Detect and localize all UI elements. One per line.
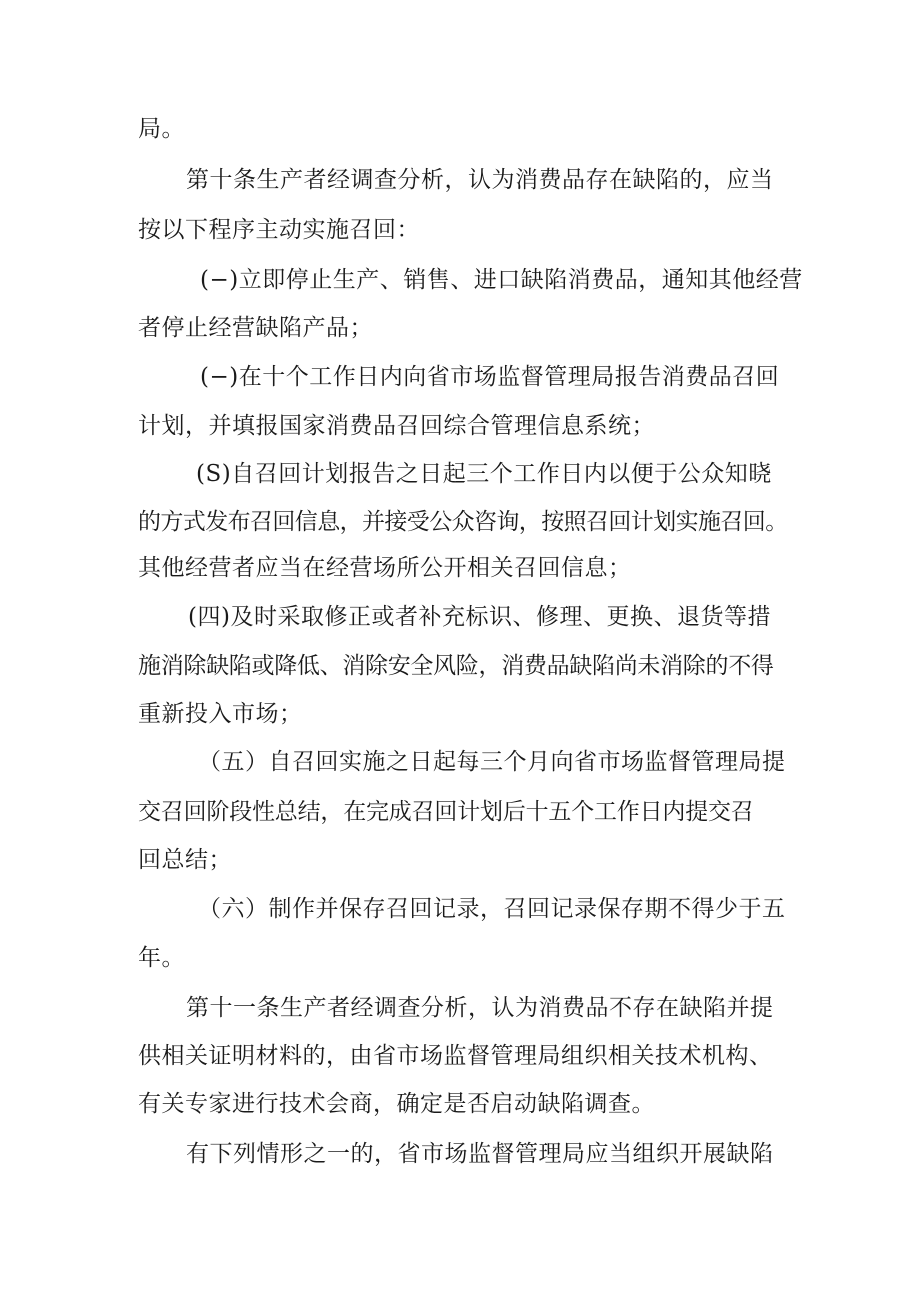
- text-line: 重新投入市场；: [138, 701, 303, 727]
- text-line: 回总结；: [138, 847, 232, 873]
- text-line: 供相关证明材料的，由省市场监督管理局组织相关技术机构、: [138, 1043, 773, 1069]
- text-line: （六）制作并保存召回记录，召回记录保存期不得少于五: [198, 896, 786, 922]
- text-line: 其他经营者应当在经营场所公开相关召回信息；: [138, 555, 632, 581]
- text-line: 施消除缺陷或降低、消除安全风险，消费品缺陷尚未消除的不得: [138, 653, 774, 679]
- text-line: （五）自召回实施之日起每三个月向省市场监督管理局提: [198, 749, 786, 775]
- text-line: 第十条生产者经调查分析，认为消费品存在缺陷的，应当: [186, 167, 774, 193]
- text-line: (四)及时采取修正或者补充标识、修理、更换、退货等措: [188, 604, 771, 630]
- text-line: 交召回阶段性总结，在完成召回计划后十五个工作日内提交召: [138, 799, 754, 825]
- text-line: 第十一条生产者经调查分析，认为消费品不存在缺陷并提: [186, 995, 774, 1021]
- text-line: (−)立即停止生产、销售、进口缺陷消费品，通知其他经营: [200, 267, 803, 293]
- text-line: (S)自召回计划报告之日起三个工作日内以便于公众知晓: [196, 461, 772, 487]
- text-line: 有关专家进行技术会商，确定是否启动缺陷调查。: [138, 1091, 655, 1117]
- text-line: 者停止经营缺陷产品；: [138, 315, 373, 341]
- text-line: 按以下程序主动实施召回：: [138, 217, 420, 243]
- text-line: 局。: [138, 116, 185, 142]
- text-line: 年。: [138, 945, 185, 971]
- text-line: 有下列情形之一的，省市场监督管理局应当组织开展缺陷: [186, 1141, 774, 1167]
- text-line: 的方式发布召回信息，并接受公众咨询，按照召回计划实施召回。: [138, 509, 788, 535]
- text-line: (−)在十个工作日内向省市场监督管理局报告消费品召回: [200, 364, 780, 390]
- text-line: 计划，并填报国家消费品召回综合管理信息系统；: [138, 413, 655, 439]
